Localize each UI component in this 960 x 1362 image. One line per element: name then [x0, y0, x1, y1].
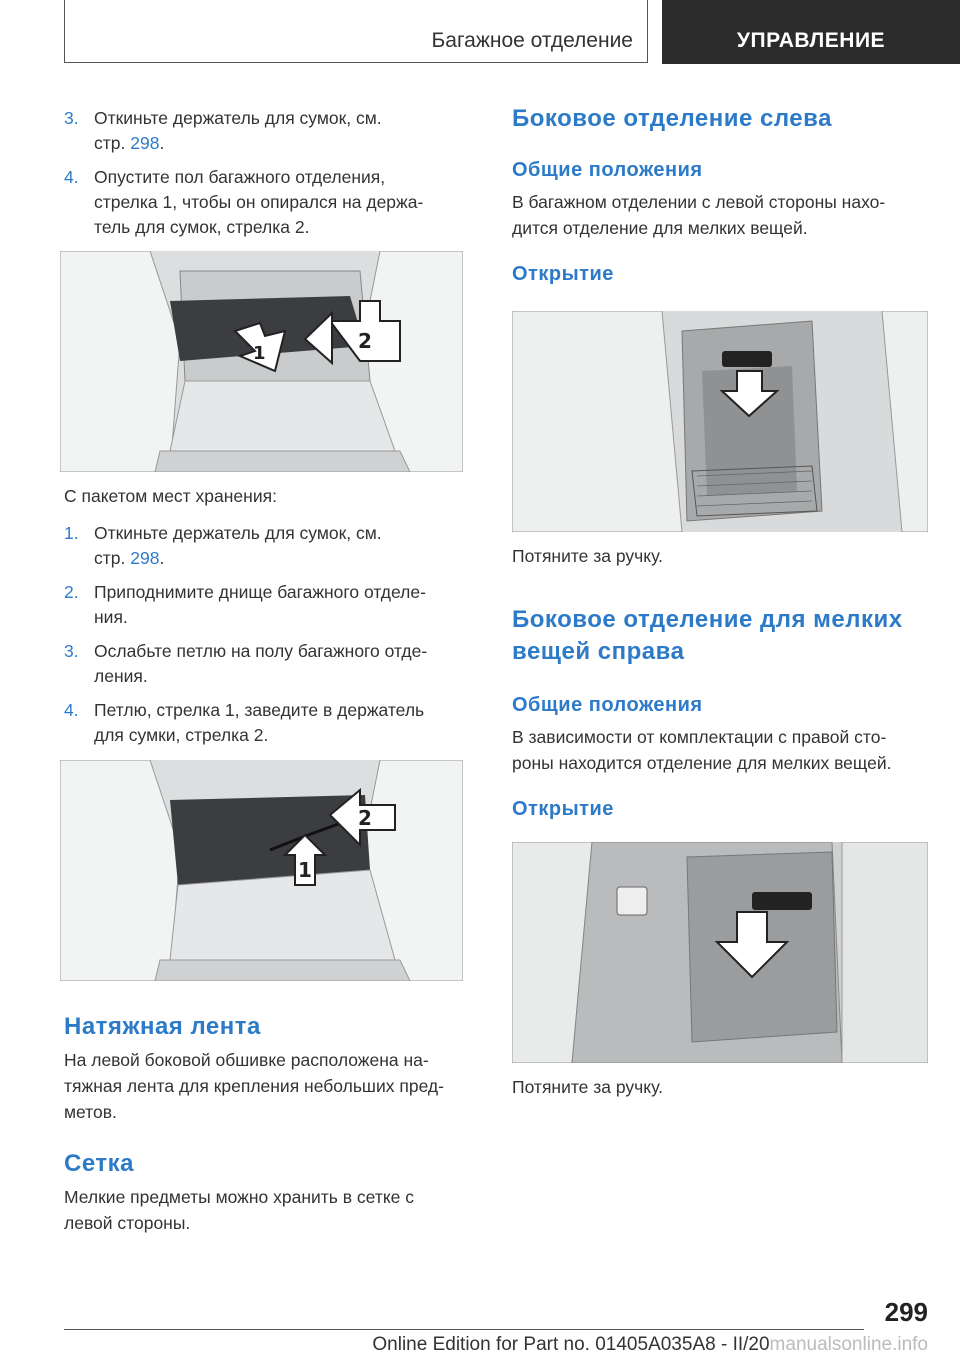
footer-edition: [0, 1334, 960, 1356]
step-number: 3.: [64, 108, 79, 128]
watermark-text: manualsonline.info: [769, 1334, 928, 1355]
step-number: 1.: [64, 523, 79, 543]
right-compartment-open-title: Открытие: [512, 798, 614, 820]
header-section-title: Багажное отделение: [431, 29, 633, 52]
bag-holder-loop-image: [60, 760, 463, 981]
step-item: [64, 698, 464, 748]
step-item: [64, 106, 464, 156]
left-compartment-caption: [512, 543, 928, 569]
left-compartment-general-title: Общие положения: [512, 159, 703, 181]
net-section: [64, 1148, 464, 1236]
trunk-floor-image: [60, 251, 463, 472]
step-item: [64, 521, 464, 571]
left-steps-a: [64, 106, 464, 249]
header-chapter-tab: УПРАВЛЕНИЕ: [662, 0, 960, 64]
step-text: Опустите пол багажного отделения, стрелка 1, чтобы он опирался на держа- тель для сумок, стрелка 2.: [94, 167, 424, 237]
step-number: 3.: [64, 641, 79, 661]
edition-text: Online Edition for Part no. 01405A035A8 - II/20: [372, 1334, 770, 1355]
page-link[interactable]: 298: [130, 133, 160, 153]
page-link[interactable]: 298: [130, 548, 160, 568]
right-compartment-title: Боковое отделение для мелких вещей справа: [512, 606, 903, 665]
step-text: Откиньте держатель для сумок, см. стр. 298.: [94, 523, 382, 568]
right-compartment-section: [512, 604, 928, 822]
left-compartment-section: [512, 103, 928, 287]
net-title: Сетка: [64, 1150, 134, 1177]
left-compartment-title: Боковое отделение слева: [512, 105, 832, 132]
step-text: Ослабьте петлю на полу багажного отде- ления.: [94, 641, 428, 686]
left-compartment-general-text: В багажном отделении с левой стороны нахо- дится отделение для мелких вещей.: [512, 192, 886, 238]
step-number: 4.: [64, 167, 79, 187]
left-compartment-open-title: Открытие: [512, 263, 614, 285]
right-compartment-caption: [512, 1074, 928, 1100]
step-text: Откиньте держатель для сумок, см. стр. 298.: [94, 108, 382, 153]
strap-section: [64, 1011, 464, 1125]
strap-title: Натяжная лента: [64, 1013, 261, 1040]
kit-intro: С пакетом мест хранения:: [64, 486, 277, 506]
step-text: Петлю, стрелка 1, заведите в держатель для сумки, стрелка 2.: [94, 700, 425, 745]
right-compartment-general-text: В зависимости от комплектации с правой сто- роны находится отделение для мелких вещей.: [512, 727, 892, 773]
step-number: 4.: [64, 700, 79, 720]
net-text: Мелкие предметы можно хранить в сетке с левой стороны.: [64, 1187, 415, 1233]
caption-text: Потяните за ручку.: [512, 546, 664, 566]
right-compartment-general-title: Общие положения: [512, 694, 703, 716]
left-steps-b: [64, 483, 464, 757]
step-item: [64, 580, 464, 630]
arrow-label-2: 2: [358, 329, 372, 353]
arrow-label-1: 1: [253, 343, 266, 364]
header-section-box: [64, 0, 648, 63]
left-compartment-image: [512, 311, 928, 532]
caption-text: Потяните за ручку.: [512, 1077, 664, 1097]
step-item: [64, 639, 464, 689]
page-number: 299: [884, 1297, 928, 1327]
step-number: 2.: [64, 582, 79, 602]
step-item: [64, 165, 464, 240]
right-compartment-image: [512, 842, 928, 1063]
footer-divider: [64, 1329, 864, 1330]
arrow-label-2: 2: [358, 806, 372, 830]
arrow-label-1: 1: [298, 858, 312, 882]
strap-text: На левой боковой обшивке расположена на- тяжная лента для крепления небольших пред- метов.: [64, 1050, 444, 1122]
step-text: Приподнимите днище багажного отделе- ния.: [94, 582, 426, 627]
